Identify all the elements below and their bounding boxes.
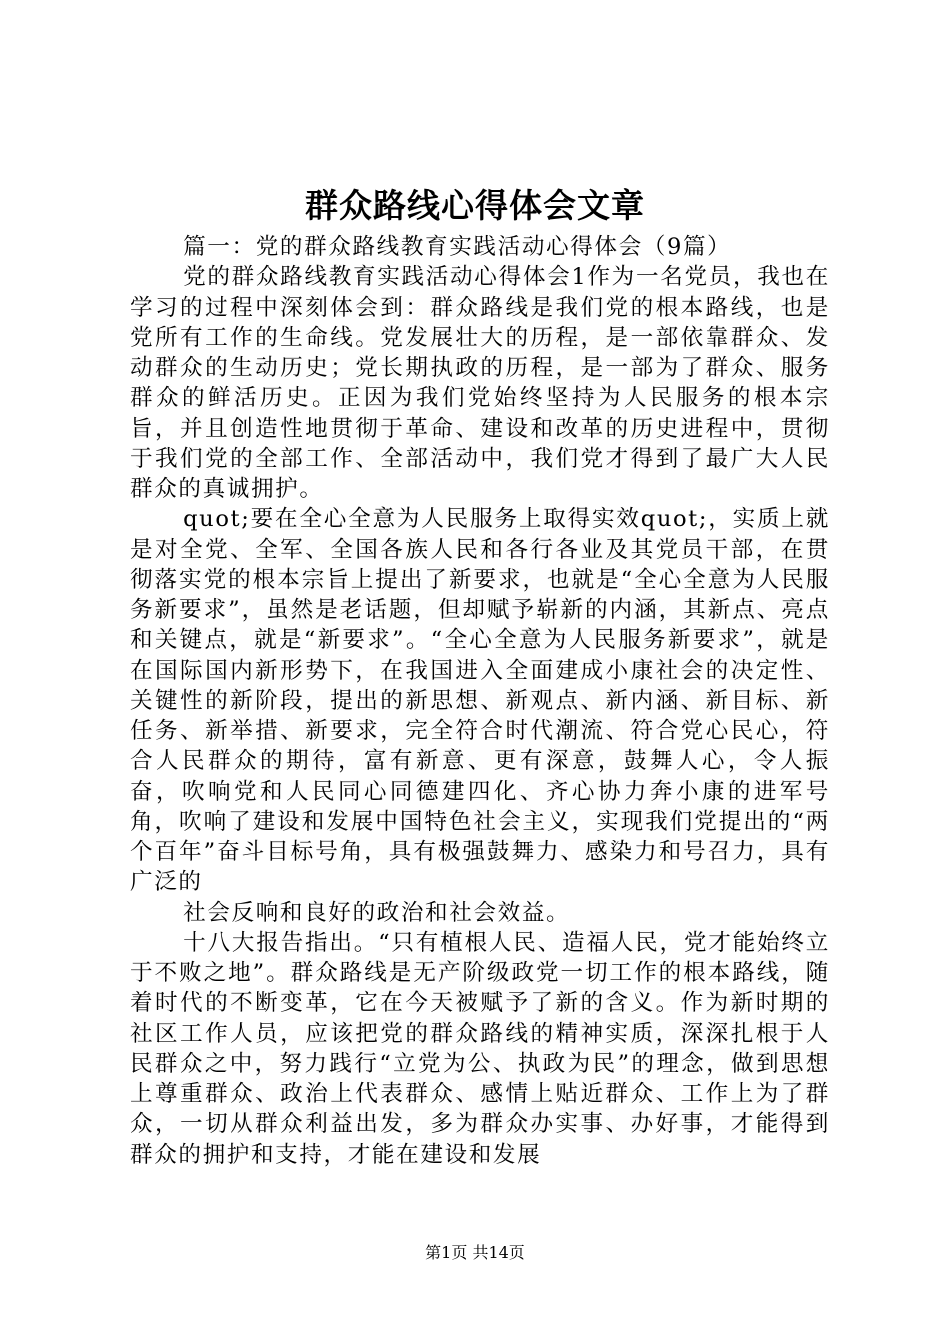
document-title: 群众路线心得体会文章	[305, 186, 645, 225]
paragraph-chapter-heading: 篇一：党的群众路线教育实践活动心得体会（9篇）	[183, 234, 732, 260]
paragraph-2: quot;要在全心全意为人民服务上取得实效quot;，实质上就是对全党、全军、全国各族人民和各行各业及其党员干部，在贯彻落实党的根本宗旨上提出了新要求，也就是“全心全意为人民服务新要求”，虽然是老话题，但却赋予崭新的内涵，其新点、亮点和关键点，就是“新要求”。“全心全意为人民服务新要求”，就是在国际国内新形势下，在我国进入全面建成小康社会的决定性、关键性的新阶段，提出的新思想、新观点、新内涵、新目标、新任务、新举措、新要求，完全符合时代潮流、符合党心民心，符合人民群众的期待，富有新意、更有深意，鼓舞人心，令人振奋，吹响党和人民同心同德建四化、齐心协力奔小康的进军号角，吹响了建设和发展中国特色社会主义，实现我们党提出的“两个百年”奋斗目标号角，具有极强鼓舞力、感染力和号召力，具有广泛的	[130, 506, 830, 896]
paragraph-4: 十八大报告指出。“只有植根人民、造福人民，党才能始终立于不败之地”。群众路线是无产阶级政党一切工作的根本路线，随着时代的不断变革，它在今天被赋予了新的含义。作为新时期的社区工作人员，应该把党的群众路线的精神实质，深深扎根于人民群众之中，努力践行“立党为公、执政为民”的理念，做到思想上尊重群众、政治上代表群众、感情上贴近群众、工作上为了群众，一切从群众利益出发，多为群众办实事、办好事，才能得到群众的拥护和支持，才能在建设和发展	[130, 929, 830, 1168]
paragraph-1: 党的群众路线教育实践活动心得体会1作为一名党员，我也在学习的过程中深刻体会到：群众路线是我们党的根本路线，也是党所有工作的生命线。党发展壮大的历程，是一部依靠群众、发动群众的生动历史；党长期执政的历程，是一部为了群众、服务群众的鲜活历史。正因为我们党始终坚持为人民服务的根本宗旨，并且创造性地贯彻于革命、建设和改革的历史进程中，贯彻于我们党的全部工作、全部活动中，我们党才得到了最广大人民群众的真诚拥护。	[130, 264, 830, 502]
page-footer: 第1页 共14页	[425, 1243, 525, 1262]
document-body	[130, 232, 830, 1170]
paragraph-3: 社会反响和良好的政治和社会效益。	[183, 899, 571, 926]
